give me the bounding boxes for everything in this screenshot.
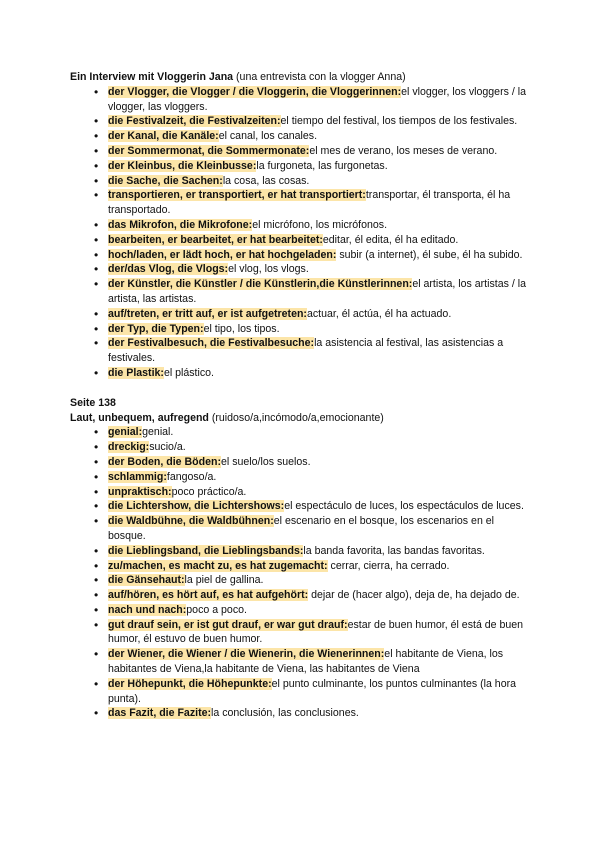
vocab-term: der Wiener, die Wiener / die Wienerin, die Wienerinnen: [108, 648, 385, 661]
vocab-meaning: el micrófono, los micrófonos. [252, 218, 388, 231]
vocab-item [70, 322, 532, 337]
vocab-meaning: transportar, él transporta, él ha transportado. [108, 189, 511, 217]
vocab-meaning: el punto culminante, los puntos culminantes (la hora punta). [108, 677, 517, 705]
vocab-item [70, 262, 532, 277]
vocab-term: die Sache, die Sachen: [108, 174, 223, 187]
vocab-item [70, 129, 532, 144]
vocab-item [70, 647, 532, 677]
vocab-item [70, 366, 532, 381]
vocab-item [70, 440, 532, 455]
vocab-meaning: editar, él edita, él ha editado. [322, 233, 459, 246]
vocab-item [70, 85, 532, 115]
vocab-item [70, 455, 532, 470]
vocab-term: der/das Vlog, die Vlogs: [108, 263, 229, 276]
vocab-item [70, 307, 532, 322]
vocab-item [70, 706, 532, 721]
vocab-term: die Plastik: [108, 366, 164, 379]
vocab-term: zu/machen, es macht zu, es hat zugemacht: [108, 559, 328, 572]
vocab-meaning: poco práctico/a. [171, 485, 247, 498]
vocab-term: der Vlogger, die Vlogger / die Vloggerin, die Vloggerinnen: [108, 85, 402, 98]
vocab-term: der Festivalbesuch, die Festivalbesuche: [108, 337, 315, 350]
vocab-term: der Kanal, die Kanäle: [108, 130, 219, 143]
vocab-item [70, 277, 532, 307]
vocab-item [70, 218, 532, 233]
vocab-item [70, 573, 532, 588]
vocab-item [70, 514, 532, 544]
section2-heading: Laut, unbequem, aufregend [70, 411, 209, 424]
vocab-meaning: dejar de (hacer algo), deja de, ha dejado de. [308, 589, 520, 602]
vocab-meaning: sucio/a. [149, 441, 186, 454]
vocab-meaning: el vlogger, los vloggers / la vlogger, las vloggers. [108, 85, 526, 113]
vocab-term: auf/hören, es hört auf, es hat aufgehört: [108, 589, 309, 602]
vocab-term: auf/treten, er tritt auf, er ist aufgetreten: [108, 307, 307, 320]
vocab-meaning: la conclusión, las conclusiones. [211, 707, 359, 720]
vocab-term: transportieren, er transportiert, er hat transportiert: [108, 189, 366, 202]
section2-vocab-list [70, 425, 532, 721]
vocab-term: der Kleinbus, die Kleinbusse: [108, 159, 257, 172]
vocab-term: genial: [108, 426, 143, 439]
vocab-meaning: la piel de gallina. [184, 574, 264, 587]
section1-heading-line [70, 70, 532, 85]
vocab-meaning: la furgoneta, las furgonetas. [256, 159, 388, 172]
vocab-item [70, 603, 532, 618]
vocab-term: der Künstler, die Künstler / die Künstlerin,die Künstlerinnen: [108, 278, 413, 291]
vocab-meaning: el tipo, los tipos. [203, 322, 280, 335]
vocab-item [70, 425, 532, 440]
vocab-item [70, 174, 532, 189]
vocab-term: das Fazit, die Fazite: [108, 707, 212, 720]
section1-subtitle: (una entrevista con la vlogger Anna) [233, 71, 406, 83]
vocab-term: der Boden, die Böden: [108, 455, 222, 468]
vocab-meaning: subir (a internet), él sube, él ha subido. [336, 248, 523, 261]
vocab-term: die Lieblingsband, die Lieblingsbands: [108, 544, 304, 557]
vocab-item [70, 470, 532, 485]
vocab-term: dreckig: [108, 441, 150, 454]
vocab-item [70, 188, 532, 218]
vocab-item [70, 485, 532, 500]
vocab-term: hoch/laden, er lädt hoch, er hat hochgeladen: [108, 248, 337, 261]
vocab-meaning: poco a poco. [186, 603, 247, 616]
vocab-meaning: el escenario en el bosque, los escenarios en el bosque. [108, 515, 495, 542]
vocab-term: der Höhepunkt, die Höhepunkte: [108, 677, 272, 690]
vocab-term: die Gänsehaut: [108, 574, 185, 587]
document-content [70, 70, 532, 721]
section-spacer [70, 381, 532, 396]
vocab-term: nach und nach: [108, 603, 187, 616]
section2-subtitle: (ruidoso/a,incómodo/a,emocionante) [208, 411, 384, 424]
vocab-item [70, 159, 532, 174]
vocab-item [70, 144, 532, 159]
section2-heading-line [70, 411, 532, 426]
vocab-term: die Waldbühne, die Waldbühnen: [108, 515, 274, 528]
vocab-item [70, 618, 532, 648]
vocab-meaning: la asistencia al festival, las asistencias a festivales. [108, 337, 504, 365]
vocab-item [70, 336, 532, 366]
vocab-item [70, 499, 532, 514]
vocab-term: bearbeiten, er bearbeitet, er hat bearbeitet: [108, 233, 323, 246]
vocab-meaning: el plástico. [163, 366, 214, 379]
vocab-term: das Mikrofon, die Mikrofone: [108, 218, 253, 231]
vocab-meaning: genial. [142, 426, 174, 439]
vocab-item [70, 588, 532, 603]
vocab-meaning: el artista, los artistas / la artista, las artistas. [108, 278, 526, 305]
vocab-meaning: cerrar, cierra, ha cerrado. [327, 559, 450, 572]
section1-heading: Ein Interview mit Vloggerin Jana [70, 71, 234, 83]
vocab-item [70, 677, 532, 707]
vocab-meaning: el suelo/los suelos. [221, 455, 311, 468]
vocab-item [70, 248, 532, 263]
vocab-term: der Typ, die Typen: [108, 322, 204, 335]
vocab-meaning: estar de buen humor, él está de buen humor, él estuvo de buen humor. [108, 618, 524, 646]
vocab-item [70, 559, 532, 574]
vocab-meaning: el espectáculo de luces, los espectáculos de luces. [284, 500, 524, 513]
vocab-item [70, 544, 532, 559]
vocab-item [70, 233, 532, 248]
vocab-meaning: el tiempo del festival, los tiempos de los festivales. [280, 115, 518, 128]
vocab-meaning: el habitante de Viena, los habitantes de Viena,la habitante de Viena, las habitantes de Viena [108, 648, 504, 676]
vocab-meaning: el canal, los canales. [218, 130, 318, 143]
vocab-meaning: la cosa, las cosas. [222, 174, 310, 187]
vocab-meaning: la banda favorita, las bandas favoritas. [303, 544, 485, 557]
vocab-term: unpraktisch: [108, 485, 172, 498]
vocab-term: die Lichtershow, die Lichtershows: [108, 500, 285, 513]
vocab-item [70, 114, 532, 129]
vocab-term: der Sommermonat, die Sommermonate: [108, 144, 310, 157]
section1-vocab-list [70, 85, 532, 381]
vocab-meaning: fangoso/a. [166, 470, 217, 483]
page-number-heading: Seite 138 [70, 396, 116, 409]
vocab-meaning: actuar, él actúa, él ha actuado. [306, 307, 452, 320]
vocab-term: schlammig: [108, 470, 167, 483]
vocab-meaning: el mes de verano, los meses de verano. [309, 144, 498, 157]
vocab-term: gut drauf sein, er ist gut drauf, er war gut drauf: [108, 618, 348, 631]
vocab-term: die Festivalzeit, die Festivalzeiten: [108, 115, 281, 128]
vocab-meaning: el vlog, los vlogs. [228, 263, 309, 276]
